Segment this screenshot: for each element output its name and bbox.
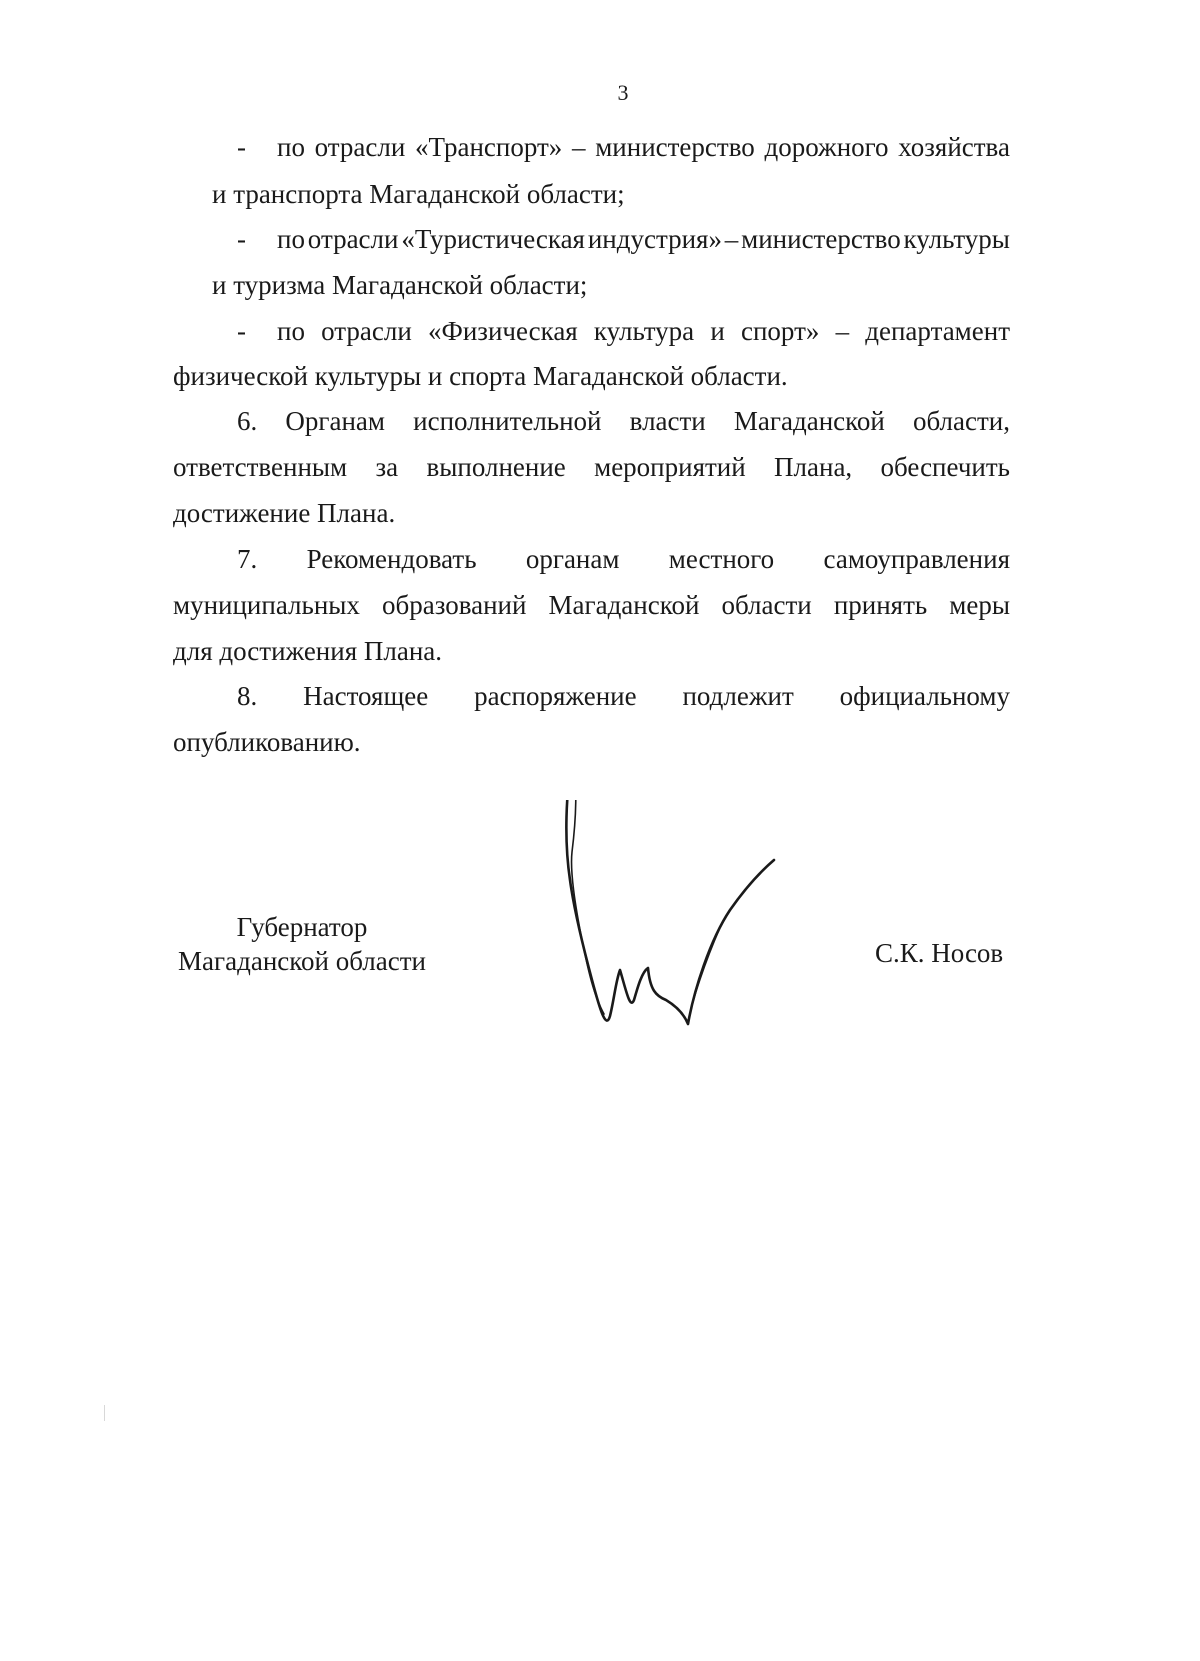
word: Рекомендовать bbox=[306, 544, 477, 574]
list-item-continuation: физической культуры и спорта Магаданской области. bbox=[173, 361, 788, 391]
word: «Туристическая bbox=[401, 224, 585, 254]
clause-7-line-1 bbox=[237, 546, 1010, 573]
clause-8-line-1 bbox=[237, 683, 1010, 710]
list-item-continuation: и туризма Магаданской области; bbox=[212, 270, 588, 300]
clause-number: 6. bbox=[237, 406, 258, 436]
clause-6-line-1 bbox=[237, 408, 1010, 435]
signatory-position-line-2: Магаданской области bbox=[178, 946, 426, 976]
list-dash: - bbox=[237, 132, 246, 162]
word: по bbox=[277, 224, 305, 254]
word: самоуправления bbox=[823, 544, 1010, 574]
word: – bbox=[572, 132, 586, 162]
word: спорт» bbox=[741, 316, 820, 346]
list-dash: - bbox=[237, 316, 246, 346]
word: Магаданской bbox=[733, 406, 885, 436]
scan-artifact bbox=[104, 1405, 105, 1421]
clause-number: 8. bbox=[237, 681, 258, 711]
word: органам bbox=[525, 544, 620, 574]
clause-6-line-2 bbox=[173, 454, 1010, 481]
word: Настоящее bbox=[303, 681, 429, 711]
word: мероприятий bbox=[594, 452, 746, 482]
word: «Транспорт» bbox=[415, 132, 563, 162]
signatory-name: С.К. Носов bbox=[875, 938, 1004, 968]
word: за bbox=[375, 452, 399, 482]
list-item-line bbox=[277, 318, 1010, 345]
word: выполнение bbox=[426, 452, 566, 482]
word: местного bbox=[668, 544, 775, 574]
word: Плана, bbox=[774, 452, 853, 482]
word: принять bbox=[833, 590, 928, 620]
clause-7-line-3: для достижения Плана. bbox=[173, 636, 443, 666]
word: власти bbox=[629, 406, 706, 436]
word: подлежит bbox=[682, 681, 794, 711]
word: и bbox=[710, 316, 725, 346]
signatory-position-line-1: Губернатор bbox=[236, 912, 368, 942]
word: департамент bbox=[865, 316, 1010, 346]
word: по bbox=[277, 316, 305, 346]
word: Магаданской bbox=[548, 590, 700, 620]
clause-7-line-2 bbox=[173, 592, 1010, 619]
word: «Физическая bbox=[428, 316, 578, 346]
word: области, bbox=[912, 406, 1010, 436]
word: ответственным bbox=[173, 452, 348, 482]
word: отрасли bbox=[314, 132, 406, 162]
list-item-continuation: и транспорта Магаданской области; bbox=[212, 179, 625, 209]
word: Органам bbox=[285, 406, 385, 436]
word: официальному bbox=[839, 681, 1010, 711]
word: обеспечить bbox=[880, 452, 1010, 482]
word: отрасли bbox=[321, 316, 412, 346]
word: культуры bbox=[903, 224, 1010, 254]
page-number: 3 bbox=[617, 80, 629, 105]
word: области bbox=[721, 590, 812, 620]
word: муниципальных bbox=[173, 590, 360, 620]
word: по bbox=[277, 132, 305, 162]
word: хозяйства bbox=[898, 132, 1010, 162]
word: исполнительной bbox=[413, 406, 602, 436]
word: отрасли bbox=[307, 224, 399, 254]
signatory-position bbox=[173, 910, 431, 978]
clause-8-line-2: опубликованию. bbox=[173, 727, 361, 757]
handwritten-signature bbox=[560, 800, 820, 1080]
word: культура bbox=[593, 316, 695, 346]
word: дорожного bbox=[764, 132, 889, 162]
word: министерство bbox=[741, 224, 901, 254]
clause-6-line-3: достижение Плана. bbox=[173, 498, 396, 528]
word: министерство bbox=[595, 132, 755, 162]
list-item-line bbox=[277, 134, 1010, 161]
list-dash: - bbox=[237, 224, 246, 254]
word: распоряжение bbox=[474, 681, 637, 711]
word: – bbox=[835, 316, 850, 346]
word: образований bbox=[382, 590, 527, 620]
list-item-line bbox=[277, 226, 1010, 253]
word: индустрия» bbox=[587, 224, 722, 254]
word: меры bbox=[949, 590, 1010, 620]
word: – bbox=[724, 224, 739, 254]
clause-number: 7. bbox=[237, 544, 258, 574]
